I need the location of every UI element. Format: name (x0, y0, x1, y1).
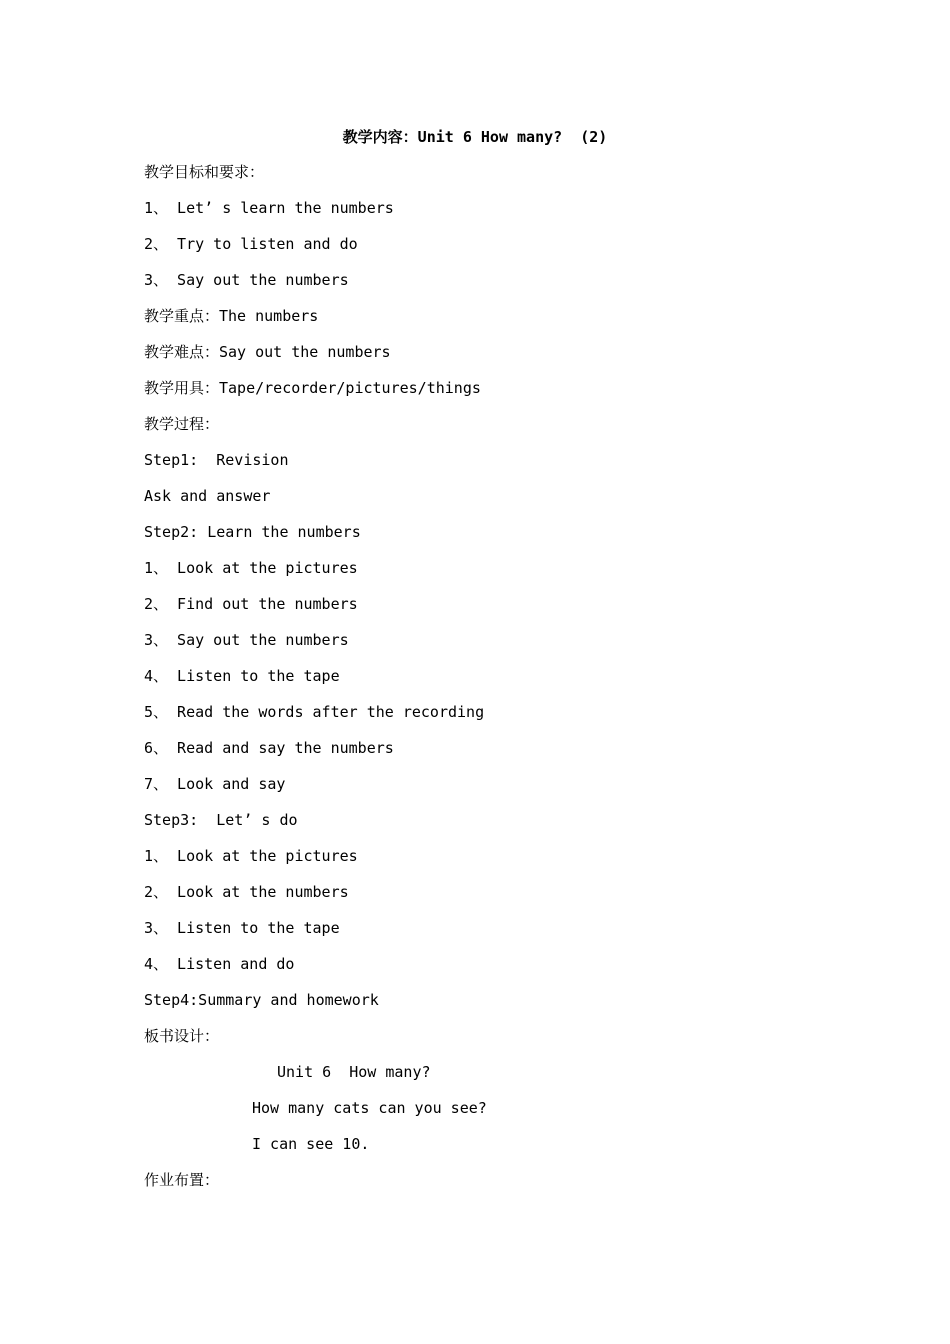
step-heading: Step3: Let’ s do (144, 811, 298, 829)
teaching-aids: 教学用具：Tape/recorder/pictures/things (144, 379, 481, 397)
step-item: 2、 Look at the numbers (144, 883, 349, 901)
key-point: 教学重点：The numbers (144, 307, 319, 325)
board-question: How many cats can you see? (252, 1099, 487, 1117)
step-item: 2、 Find out the numbers (144, 595, 358, 613)
board-answer: I can see 10. (252, 1135, 370, 1153)
objective-item: 2、 Try to listen and do (144, 235, 358, 253)
objectives-heading: 教学目标和要求： (144, 163, 265, 181)
objective-item: 1、 Let’ s learn the numbers (144, 199, 394, 217)
step-item: 4、 Listen and do (144, 955, 295, 973)
step-item: 5、 Read the words after the recording (144, 703, 485, 721)
lesson-body (144, 161, 844, 1205)
step-heading: Step1: Revision (144, 451, 289, 469)
lesson-title: 教学内容：Unit 6 How many? (2) (342, 128, 608, 146)
objective-item: 3、 Say out the numbers (144, 271, 349, 289)
step-heading: Step2: Learn the numbers (144, 523, 361, 541)
step-item: 3、 Listen to the tape (144, 919, 340, 937)
board-title: Unit 6 How many? (277, 1063, 431, 1081)
difficult-point: 教学难点：Say out the numbers (144, 343, 391, 361)
step-item: 3、 Say out the numbers (144, 631, 349, 649)
step-item: 7、 Look and say (144, 775, 286, 793)
step-item: 1、 Look at the pictures (144, 559, 358, 577)
step-item: 1、 Look at the pictures (144, 847, 358, 865)
homework-heading: 作业布置： (144, 1171, 220, 1189)
board-design-heading: 板书设计： (144, 1027, 220, 1045)
procedure-heading: 教学过程： (144, 415, 220, 433)
step-item: Ask and answer (144, 487, 271, 505)
step-item: 6、 Read and say the numbers (144, 739, 394, 757)
step-heading: Step4:Summary and homework (144, 991, 379, 1009)
step-item: 4、 Listen to the tape (144, 667, 340, 685)
